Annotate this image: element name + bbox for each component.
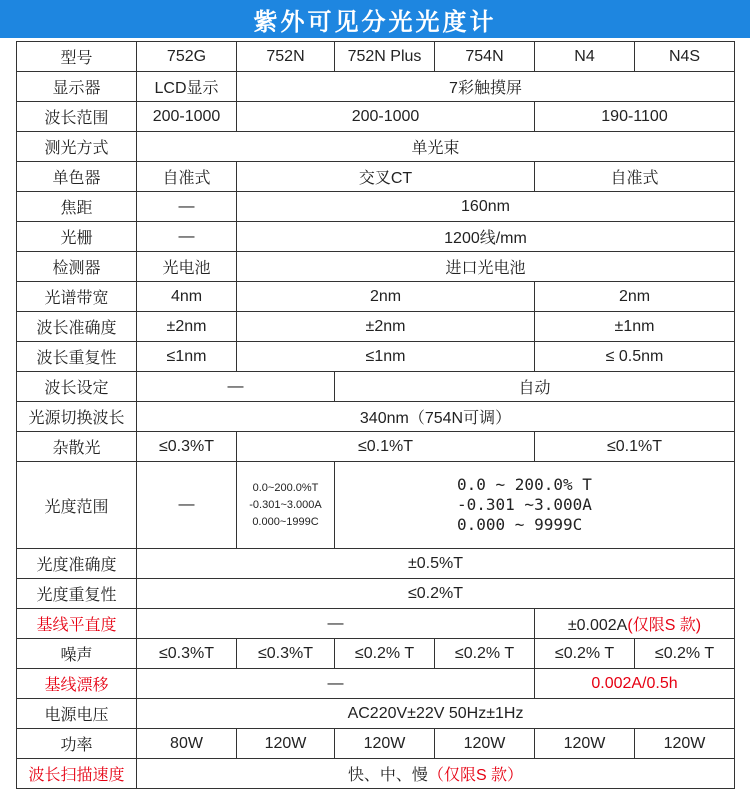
cell-note: (仅限S 款)	[627, 617, 702, 634]
table-cell: ±2nm	[137, 312, 237, 342]
table-row-power-supply	[17, 699, 735, 729]
table-cell: ≤ 0.5nm	[535, 342, 735, 372]
table-cell: 1200线/mm	[237, 222, 735, 252]
table-cell: ≤0.3%T	[137, 432, 237, 462]
model-header: N4	[535, 42, 635, 72]
row-label: 电源电压	[17, 699, 137, 729]
table-cell: ≤1nm	[137, 342, 237, 372]
model-header: 752N Plus	[335, 42, 435, 72]
range-line: 0.000 ~ 9999C	[457, 515, 583, 534]
table-cell: 120W	[237, 729, 335, 759]
row-label: 杂散光	[17, 432, 137, 462]
table-row-wavelength-range	[17, 102, 735, 132]
model-header: 752G	[137, 42, 237, 72]
range-line: -0.301 ~3.000A	[457, 495, 592, 514]
table-cell: 自准式	[535, 162, 735, 192]
table-cell: 190-1100	[535, 102, 735, 132]
table-cell: 自准式	[137, 162, 237, 192]
table-cell: 160nm	[237, 192, 735, 222]
table-cell	[535, 609, 735, 639]
row-label: 波长扫描速度	[17, 759, 137, 789]
table-cell: 单光束	[137, 132, 735, 162]
range-line: 0.0~200.0%T	[252, 481, 319, 494]
table-cell: ≤1nm	[237, 342, 535, 372]
table-cell: ≤0.1%T	[535, 432, 735, 462]
cell-value: ±0.002A	[567, 617, 628, 634]
model-header: N4S	[635, 42, 735, 72]
table-cell: —	[137, 222, 237, 252]
range-line: -0.301~3.000A	[249, 498, 322, 511]
row-label: 测光方式	[17, 132, 137, 162]
row-label: 光度重复性	[17, 579, 137, 609]
table-cell: —	[137, 609, 535, 639]
row-label: 光度准确度	[17, 549, 137, 579]
row-label: 波长重复性	[17, 342, 137, 372]
table-row-stray-light	[17, 432, 735, 462]
table-cell	[137, 759, 735, 789]
table-cell: 2nm	[237, 282, 535, 312]
table-cell: 200-1000	[237, 102, 535, 132]
table-cell: —	[137, 192, 237, 222]
table-cell: 2nm	[535, 282, 735, 312]
table-cell: —	[137, 462, 237, 549]
row-label: 波长准确度	[17, 312, 137, 342]
table-row-wavelength-repeatability	[17, 342, 735, 372]
table-cell: ≤0.2%T	[137, 579, 735, 609]
table-row-display	[17, 72, 735, 102]
range-line: 0.0 ~ 200.0% T	[457, 475, 592, 494]
table-row-photometric-repeatability	[17, 579, 735, 609]
page-title: 紫外可见分光光度计	[0, 0, 750, 38]
table-cell: 进口光电池	[237, 252, 735, 282]
table-row-photometric-method	[17, 132, 735, 162]
table-cell: 4nm	[137, 282, 237, 312]
row-label: 基线漂移	[17, 669, 137, 699]
model-header: 752N	[237, 42, 335, 72]
row-label: 显示器	[17, 72, 137, 102]
table-cell: ≤0.2% T	[535, 639, 635, 669]
table-cell: LCD显示	[137, 72, 237, 102]
row-label: 焦距	[17, 192, 137, 222]
row-label: 功率	[17, 729, 137, 759]
row-label: 型号	[17, 42, 137, 72]
table-cell: 120W	[535, 729, 635, 759]
table-row-baseline-flatness	[17, 609, 735, 639]
spec-table	[16, 41, 735, 789]
row-label: 单色器	[17, 162, 137, 192]
table-row-wavelength-setting	[17, 372, 735, 402]
table-row-power	[17, 729, 735, 759]
table-row-wavelength-accuracy	[17, 312, 735, 342]
table-cell: 120W	[335, 729, 435, 759]
row-label: 波长设定	[17, 372, 137, 402]
table-row-model	[17, 42, 735, 72]
model-header: 754N	[435, 42, 535, 72]
table-cell: 光电池	[137, 252, 237, 282]
cell-value: 快、中、慢	[347, 767, 428, 784]
table-cell: 80W	[137, 729, 237, 759]
table-cell: —	[137, 372, 335, 402]
table-row-grating	[17, 222, 735, 252]
row-label: 波长范围	[17, 102, 137, 132]
row-label: 光度范围	[17, 462, 137, 549]
table-cell: 交叉CT	[237, 162, 535, 192]
table-cell: 7彩触摸屏	[237, 72, 735, 102]
table-row-scan-speed	[17, 759, 735, 789]
table-cell: ≤0.2% T	[435, 639, 535, 669]
table-cell	[335, 462, 735, 549]
table-cell: 340nm（754N可调）	[137, 402, 735, 432]
table-cell: ±2nm	[237, 312, 535, 342]
row-label: 检测器	[17, 252, 137, 282]
table-cell	[237, 462, 335, 549]
table-cell: 0.002A/0.5h	[535, 669, 735, 699]
row-label: 噪声	[17, 639, 137, 669]
table-row-baseline-drift	[17, 669, 735, 699]
table-cell: 200-1000	[137, 102, 237, 132]
table-cell: 120W	[435, 729, 535, 759]
table-cell: ±1nm	[535, 312, 735, 342]
table-row-detector	[17, 252, 735, 282]
table-cell: 120W	[635, 729, 735, 759]
table-cell: —	[137, 669, 535, 699]
table-cell: 自动	[335, 372, 735, 402]
row-label: 光栅	[17, 222, 137, 252]
table-cell: ≤0.1%T	[237, 432, 535, 462]
table-cell: ≤0.3%T	[237, 639, 335, 669]
cell-note: （仅限S 款）	[427, 767, 524, 784]
table-cell: ±0.5%T	[137, 549, 735, 579]
table-row-lamp-switch	[17, 402, 735, 432]
table-row-monochromator	[17, 162, 735, 192]
table-row-noise	[17, 639, 735, 669]
table-row-focal-length	[17, 192, 735, 222]
row-label: 基线平直度	[17, 609, 137, 639]
table-row-photometric-range	[17, 462, 735, 549]
row-label: 光谱带宽	[17, 282, 137, 312]
table-cell: ≤0.2% T	[635, 639, 735, 669]
row-label: 光源切换波长	[17, 402, 137, 432]
table-cell: ≤0.2% T	[335, 639, 435, 669]
range-line: 0.000~1999C	[252, 515, 319, 528]
table-cell: ≤0.3%T	[137, 639, 237, 669]
table-cell: AC220V±22V 50Hz±1Hz	[137, 699, 735, 729]
table-row-photometric-accuracy	[17, 549, 735, 579]
table-row-bandwidth	[17, 282, 735, 312]
